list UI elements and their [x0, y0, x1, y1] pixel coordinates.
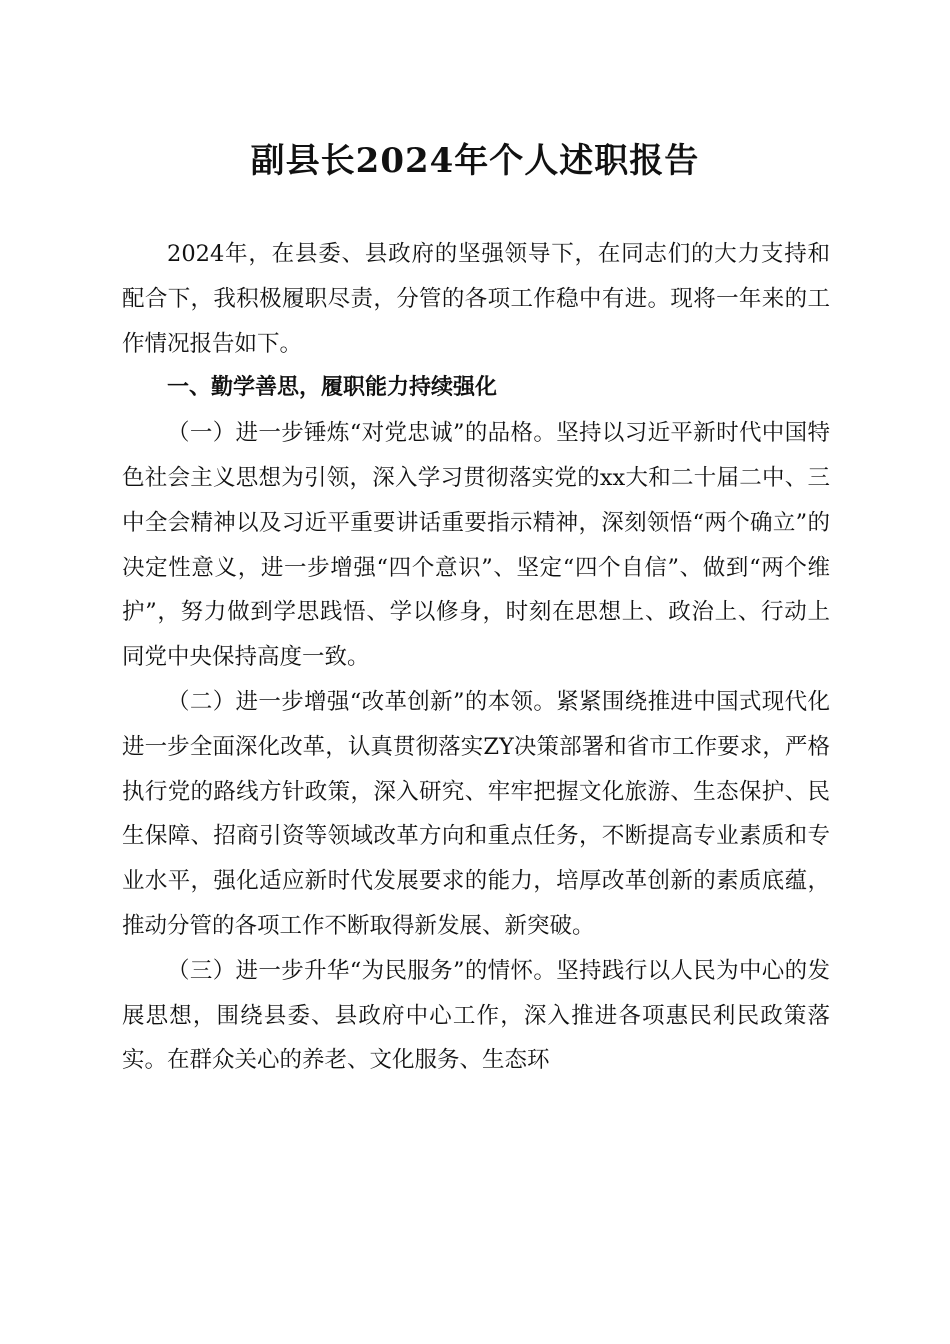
section-heading: 一、勤学善思，履职能力持续强化	[167, 375, 498, 401]
document-title: 副县长2024年个人述职报告	[250, 141, 700, 181]
paragraph-loyalty: （一）进一步锤炼“对党忠诚”的品格。坚持以习近平新时代中国特色社会主义思想为引领，深入学习贯彻落实党的xx大和二十届二中、三中全会精神以及习近平重要讲话重要指示精神，深刻领悟“两个确立”的决定性意义，进一步增强“四个意识”、坚定“四个自信”、做到“两个维护”，努力做到学思践悟、学以修身，时刻在思想上、政治上、行动上同党中央保持高度一致。	[122, 420, 830, 671]
document-body	[122, 232, 830, 1083]
paragraph-reform: （二）进一步增强“改革创新”的本领。紧紧围绕推进中国式现代化进一步全面深化改革，认真贯彻落实ZY决策部署和省市工作要求，严格执行党的路线方针政策，深入研究、牢牢把握文化旅游、生态保护、民生保障、招商引资等领域改革方向和重点任务，不断提高专业素质和专业水平，强化适应新时代发展要求的能力，培厚改革创新的素质底蕴，推动分管的各项工作不断取得新发展、新突破。	[122, 688, 830, 939]
intro-paragraph: 2024年，在县委、县政府的坚强领导下，在同志们的大力支持和配合下，我积极履职尽责，分管的各项工作稳中有进。现将一年来的工作情况报告如下。	[122, 241, 830, 357]
paragraph-service: （三）进一步升华“为民服务”的情怀。坚持践行以人民为中心的发展思想，围绕县委、县政府中心工作，深入推进各项惠民利民政策落实。在群众关心的养老、文化服务、生态环	[122, 957, 830, 1074]
